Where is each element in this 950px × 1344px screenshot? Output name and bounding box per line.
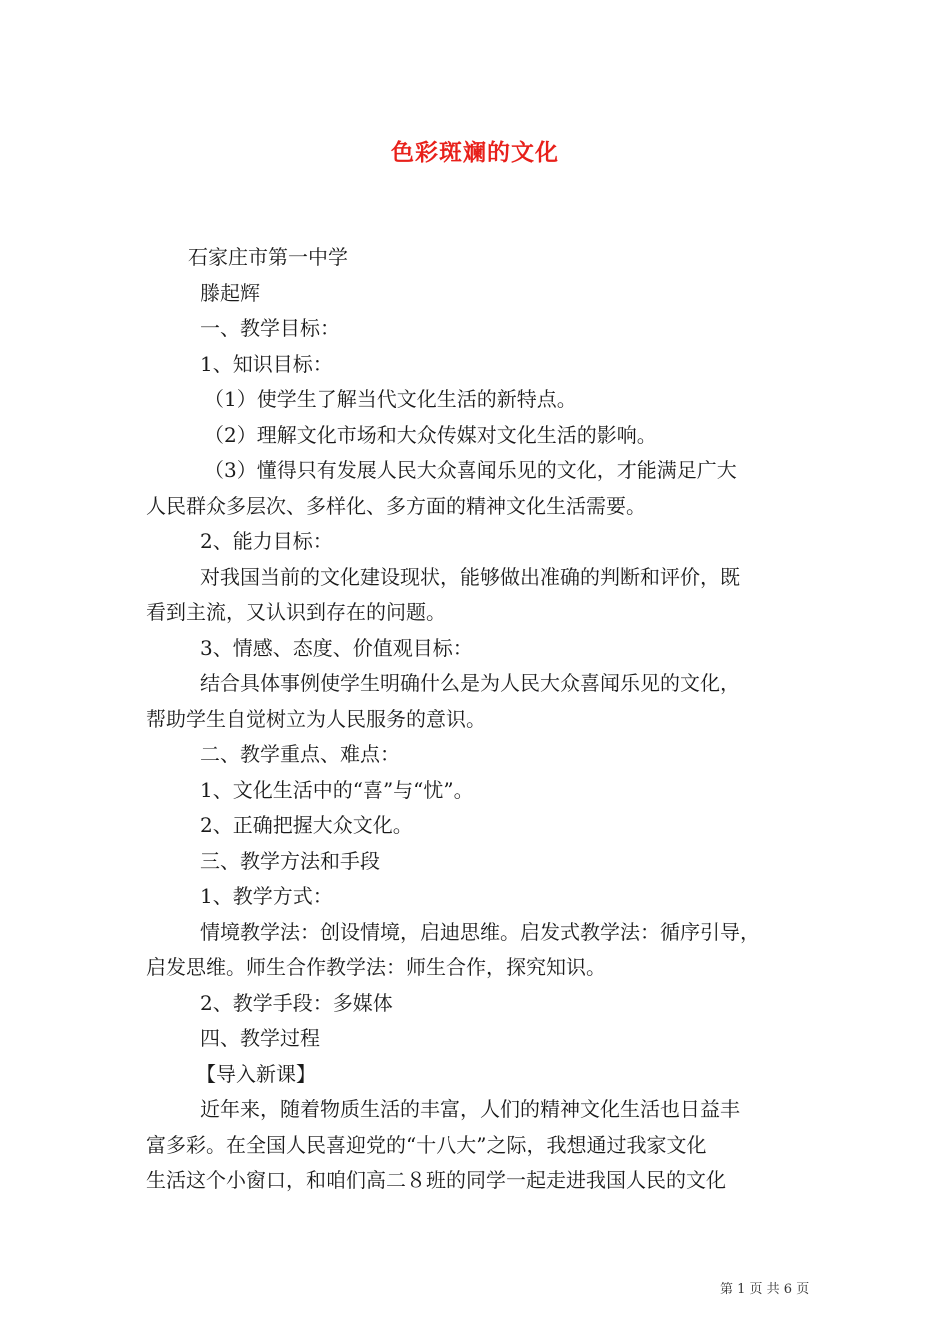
body-line: （2）理解文化市场和大众传媒对文化生活的影响。 xyxy=(204,422,657,447)
body-line: 人民群众多层次、多样化、多方面的精神文化生活需要。 xyxy=(146,493,646,518)
body-line: 【导入新课】 xyxy=(196,1061,316,1086)
body-line: 结合具体事例使学生明确什么是为人民大众喜闻乐见的文化， xyxy=(200,671,740,695)
body-line: 1、知识目标： xyxy=(200,351,333,376)
body-line: 生活这个小窗口，和咱们高二８班的同学一起走进我国人民的文化 xyxy=(146,1168,726,1192)
body-line: 石家庄市第一中学 xyxy=(188,245,348,269)
body-line: 一、教学目标： xyxy=(200,316,340,340)
body-line: 1、文化生活中的“喜”与“忧”。 xyxy=(200,777,474,802)
body-line: （1）使学生了解当代文化生活的新特点。 xyxy=(204,387,577,411)
body-line: 对我国当前的文化建设现状，能够做出准确的判断和评价，既 xyxy=(200,564,740,589)
document-body xyxy=(146,240,810,1199)
body-line: 1、教学方式： xyxy=(200,884,333,908)
body-line: 启发思维。师生合作教学法：师生合作，探究知识。 xyxy=(146,955,606,979)
body-line: 滕起辉 xyxy=(200,280,260,305)
body-line: 看到主流，又认识到存在的问题。 xyxy=(146,600,446,624)
document-title: 色彩斑斓的文化 xyxy=(391,139,559,166)
body-line: 情境教学法：创设情境，启迪思维。启发式教学法：循序引导， xyxy=(200,919,760,944)
body-line: 二、教学重点、难点： xyxy=(200,742,400,766)
body-line: 三、教学方法和手段 xyxy=(200,848,380,873)
body-line: 四、教学过程 xyxy=(200,1026,320,1050)
body-line: 2、能力目标： xyxy=(200,529,333,553)
page-footer: 第 1 页 共 6 页 xyxy=(720,1282,810,1297)
body-line: 3、情感、态度、价值观目标： xyxy=(200,635,473,660)
body-line: 2、教学手段：多媒体 xyxy=(200,990,393,1015)
body-line: 富多彩。在全国人民喜迎党的“十八大”之际，我想通过我家文化 xyxy=(146,1132,707,1157)
body-line: （3）懂得只有发展人民大众喜闻乐见的文化，才能满足广大 xyxy=(204,458,737,482)
body-line: 帮助学生自觉树立为人民服务的意识。 xyxy=(146,706,486,731)
body-line: 近年来，随着物质生活的丰富，人们的精神文化生活也日益丰 xyxy=(200,1097,740,1121)
body-line: 2、正确把握大众文化。 xyxy=(200,813,413,837)
